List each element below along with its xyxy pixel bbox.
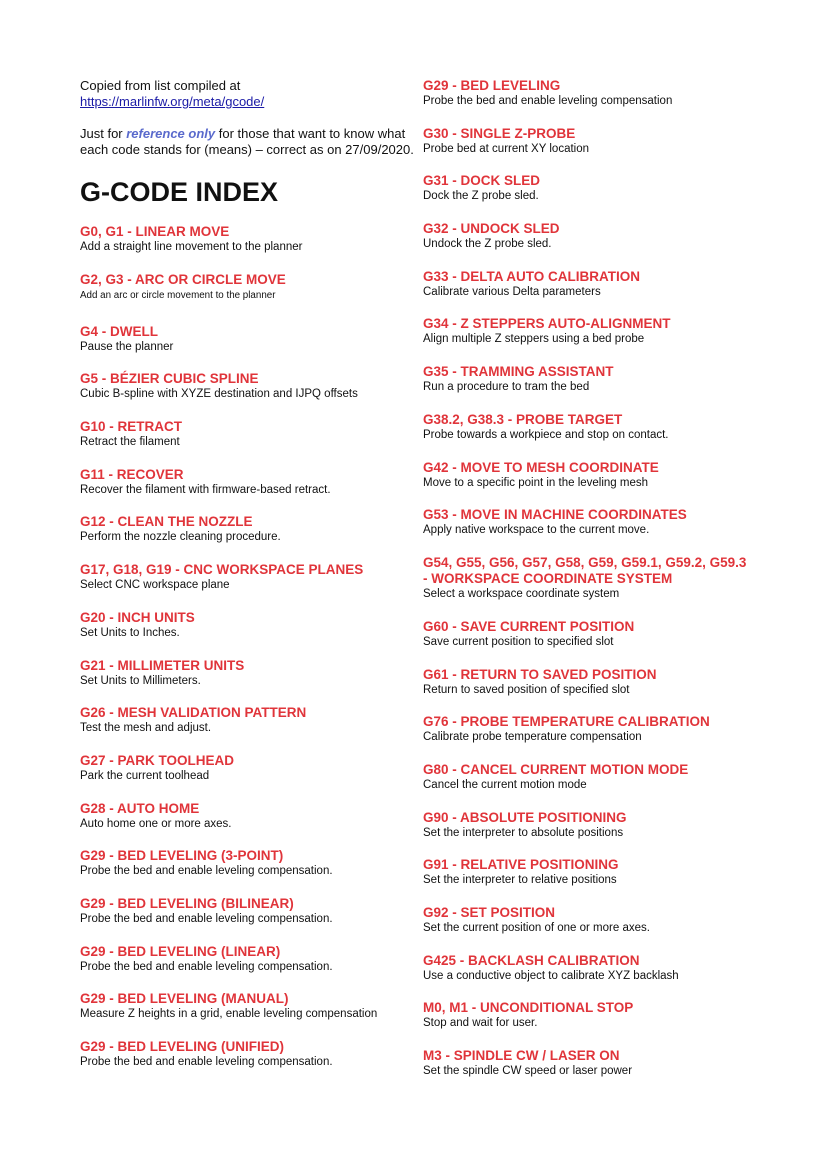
gcode-title: G60 - SAVE CURRENT POSITION	[423, 618, 635, 634]
gcode-description: Apply native workspace to the current move.	[423, 524, 650, 537]
gcode-entry	[80, 610, 415, 658]
gcode-entry	[423, 269, 753, 317]
gcode-description: Dock the Z probe sled.	[423, 190, 539, 203]
gcode-entry	[80, 272, 415, 324]
gcode-entry	[423, 173, 753, 221]
gcode-title: G35 - TRAMMING ASSISTANT	[423, 364, 614, 380]
gcode-description: Measure Z heights in a grid, enable leveling compensation	[80, 1008, 378, 1021]
gcode-title: G92 - SET POSITION	[423, 905, 556, 920]
gcode-description: Align multiple Z steppers using a bed probe	[423, 333, 645, 346]
gcode-description: Recover the filament with firmware-based retract.	[80, 483, 331, 496]
gcode-description: Set the interpreter to relative positions	[423, 874, 617, 887]
gcode-title: G28 - AUTO HOME	[80, 800, 200, 816]
gcode-description: Set Units to Millimeters.	[80, 674, 201, 687]
gcode-title: G17, G18, G19 - CNC WORKSPACE PLANES	[80, 562, 364, 578]
gcode-description: Set the spindle CW speed or laser power	[423, 1065, 633, 1078]
gcode-title: G29 - BED LEVELING	[423, 78, 561, 93]
gcode-title: G61 - RETURN TO SAVED POSITION	[423, 666, 657, 682]
gcode-entry	[423, 364, 753, 412]
page-title: G-CODE INDEX	[80, 177, 279, 207]
gcode-description: Probe the bed and enable leveling compensation.	[80, 1056, 333, 1068]
gcode-entry	[423, 507, 753, 555]
gcode-description: Set the current position of one or more axes.	[423, 922, 650, 934]
gcode-title: G29 - BED LEVELING (BILINEAR)	[80, 895, 294, 911]
gcode-title: G29 - BED LEVELING (UNIFIED)	[80, 1039, 285, 1054]
gcode-title: G11 - RECOVER	[80, 466, 184, 482]
gcode-description: Probe towards a workpiece and stop on contact.	[423, 428, 669, 441]
gcode-description: Set Units to Inches.	[80, 626, 180, 639]
gcode-title: G90 - ABSOLUTE POSITIONING	[423, 809, 627, 825]
gcode-entry	[80, 896, 415, 944]
gcode-description: Retract the filament	[80, 436, 180, 449]
gcode-description: Select a workspace coordinate system	[423, 587, 620, 600]
gcode-title: G53 - MOVE IN MACHINE COORDINATES	[423, 507, 687, 523]
gcode-description: Test the mesh and adjust.	[80, 722, 212, 735]
gcode-title: G80 - CANCEL CURRENT MOTION MODE	[423, 761, 689, 777]
gcode-entry	[80, 753, 415, 801]
gcode-title: M3 - SPINDLE CW / LASER ON	[423, 1048, 620, 1064]
gcode-title: G10 - RETRACT	[80, 419, 183, 435]
gcode-entry	[423, 1048, 753, 1096]
gcode-entry	[423, 714, 753, 762]
gcode-title: G38.2, G38.3 - PROBE TARGET	[423, 411, 623, 427]
gcode-description: Use a conductive object to calibrate XYZ backlash	[423, 969, 679, 982]
gcode-description: Probe the bed and enable leveling compensation.	[80, 912, 333, 925]
gcode-title: G5 - BÉZIER CUBIC SPLINE	[80, 371, 259, 387]
gcode-title: G20 - INCH UNITS	[80, 609, 195, 625]
gcode-title: G21 - MILLIMETER UNITS	[80, 657, 245, 673]
gcode-description: Return to saved position of specified slot	[423, 683, 630, 696]
gcode-description: Calibrate various Delta parameters	[423, 285, 601, 298]
intro	[80, 78, 415, 158]
gcode-entry	[423, 316, 753, 364]
gcode-description: Select CNC workspace plane	[80, 579, 230, 592]
gcode-title: M0, M1 - UNCONDITIONAL STOP	[423, 1000, 634, 1016]
gcode-entry	[80, 1039, 415, 1087]
gcode-entry	[423, 953, 753, 1001]
gcode-description: Probe the bed and enable leveling compensation.	[80, 960, 333, 973]
gcode-description: Add a straight line movement to the planner	[80, 241, 303, 253]
gcode-title: G29 - BED LEVELING (MANUAL)	[80, 991, 289, 1007]
gcode-title: G0, G1 - LINEAR MOVE	[80, 224, 230, 239]
gcode-title: G12 - CLEAN THE NOZZLE	[80, 514, 253, 530]
gcode-entry	[423, 762, 753, 810]
gcode-entry	[423, 555, 753, 619]
intro-just-for: Just for	[80, 126, 123, 141]
gcode-entry	[423, 126, 753, 174]
gcode-description: Move to a specific point in the leveling mesh	[423, 476, 649, 489]
gcode-entry	[80, 419, 415, 467]
gcode-description: Auto home one or more axes.	[80, 817, 232, 830]
gcode-description: Probe bed at current XY location	[423, 142, 590, 155]
intro-copied-from: Copied from list compiled at	[80, 78, 241, 93]
gcode-entry	[423, 857, 753, 905]
gcode-title: G33 - DELTA AUTO CALIBRATION	[423, 268, 640, 284]
gcode-description: Save current position to specified slot	[423, 635, 614, 648]
gcode-entry	[80, 514, 415, 562]
gcode-entry	[423, 619, 753, 667]
gcode-entry	[80, 658, 415, 706]
gcode-description: Probe the bed and enable leveling compensation	[423, 95, 673, 107]
gcode-description: Undock the Z probe sled.	[423, 238, 552, 251]
gcode-description: Cubic B-spline with XYZE destination and IJPQ offsets	[80, 388, 358, 401]
gcode-entry	[423, 1000, 753, 1048]
gcode-entry	[423, 460, 753, 508]
left-column	[80, 78, 415, 1087]
gcode-title: G31 - DOCK SLED	[423, 173, 541, 189]
gcode-entry	[80, 991, 415, 1039]
gcode-entry	[80, 562, 415, 610]
intro-purpose	[80, 126, 415, 158]
gcode-title: G34 - Z STEPPERS AUTO-ALIGNMENT	[423, 316, 671, 332]
gcode-title: G2, G3 - ARC OR CIRCLE MOVE	[80, 271, 286, 287]
gcode-title: G32 - UNDOCK SLED	[423, 221, 560, 237]
source-link[interactable]: https://marlinfw.org/meta/gcode/	[80, 94, 265, 109]
gcode-entry	[80, 801, 415, 849]
gcode-description: Perform the nozzle cleaning procedure.	[80, 531, 281, 544]
gcode-description: Park the current toolhead	[80, 769, 210, 782]
gcode-entry	[80, 944, 415, 992]
gcode-title: G26 - MESH VALIDATION PATTERN	[80, 705, 307, 721]
gcode-title: G76 - PROBE TEMPERATURE CALIBRATION	[423, 714, 710, 730]
gcode-description: Run a procedure to tram the bed	[423, 381, 590, 394]
gcode-entry	[423, 667, 753, 715]
gcode-entry	[80, 705, 415, 753]
gcode-entry	[80, 848, 415, 896]
gcode-entry	[423, 810, 753, 858]
gcode-title: G91 - RELATIVE POSITIONING	[423, 857, 619, 873]
gcode-title: G425 - BACKLASH CALIBRATION	[423, 952, 640, 968]
reference-only-emphasis: reference only	[126, 126, 216, 141]
gcode-entry	[80, 224, 415, 272]
gcode-entry	[423, 905, 753, 953]
gcode-title: G42 - MOVE TO MESH COORDINATE	[423, 459, 659, 475]
gcode-entry	[423, 78, 753, 126]
gcode-title: G27 - PARK TOOLHEAD	[80, 752, 235, 768]
gcode-title: G4 - DWELL	[80, 323, 158, 339]
right-column	[423, 78, 753, 1096]
gcode-title: G29 - BED LEVELING (3-POINT)	[80, 848, 284, 864]
gcode-title: G30 - SINGLE Z-PROBE	[423, 125, 576, 141]
gcode-description: Pause the planner	[80, 340, 174, 353]
gcode-entry	[423, 412, 753, 460]
gcode-description: Probe the bed and enable leveling compensation.	[80, 865, 333, 878]
gcode-entry	[80, 467, 415, 515]
gcode-description: Cancel the current motion mode	[423, 778, 587, 791]
gcode-entry	[80, 371, 415, 419]
gcode-entry	[423, 221, 753, 269]
gcode-description: Add an arc or circle movement to the planner	[80, 289, 276, 301]
gcode-description: Set the interpreter to absolute positions	[423, 826, 624, 839]
intro-rest: for those that want to know what each code stands for (means) – correct as on 27/09/2020.	[80, 126, 414, 157]
gcode-title: G29 - BED LEVELING (LINEAR)	[80, 943, 281, 959]
gcode-entry	[80, 324, 415, 372]
gcode-description: Calibrate probe temperature compensation	[423, 731, 642, 744]
gcode-title: G54, G55, G56, G57, G58, G59, G59.1, G59.2, G59.3 - WORKSPACE COORDINATE SYSTEM	[423, 554, 747, 586]
gcode-description: Stop and wait for user.	[423, 1017, 538, 1030]
